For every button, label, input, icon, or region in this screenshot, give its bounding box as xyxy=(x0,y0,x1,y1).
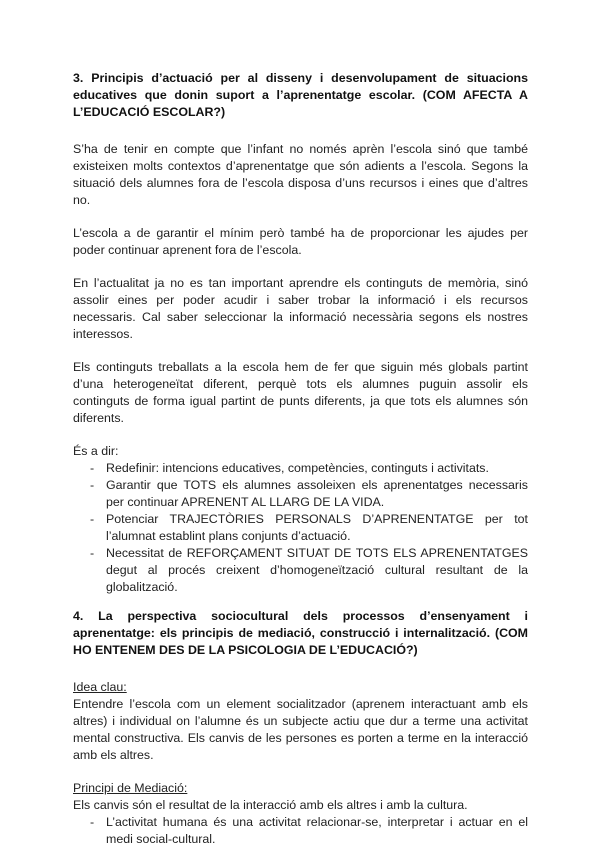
bullet-dash: - xyxy=(90,815,95,829)
list-item-text: Necessitat de REFORÇAMENT SITUAT DE TOTS ELS APRENENTATGES degut al procés creixent d’homogeneïtzació cultural resultant de la globalització. xyxy=(106,546,528,594)
idea-clau-block xyxy=(73,679,528,764)
list-item-text: Redefinir: intencions educatives, competències, continguts i activitats. xyxy=(106,461,489,475)
idea-clau-title: Idea clau: xyxy=(73,680,127,694)
section-3-paragraph-1: S’ha de tenir en compte que l’infant no només aprèn l’escola sinó que també existeixen molts contextos d’aprenentatge que són adients a l’escola. Segons la situació dels alumnes fora de l’escola disposa d’uns recursos i eines que d’altres no. xyxy=(73,142,528,207)
list-item xyxy=(73,477,528,511)
list-item xyxy=(73,545,528,596)
section-3-paragraph-3: En l’actualitat ja no es tan important aprendre els continguts de memòria, sinó assolir eines per poder acudir i saber trobar la informació i els recursos necessaris. Cal saber seleccionar la informació necessària segons els nostres interessos. xyxy=(73,276,528,341)
section-3-paragraph-2: L’escola a de garantir el mínim però també ha de proporcionar les ajudes per poder continuar aprenent fora de l’escola. xyxy=(73,226,528,257)
bullet-dash: - xyxy=(90,512,95,526)
list-item-text: L’activitat humana és una activitat relacionar-se, interpretar i actuar en el medi social-cultural. xyxy=(106,815,528,846)
list-item-text: Garantir que TOTS els alumnes assoleixen els aprenentatges necessaris per continuar APRENENT AL LLARG DE LA VIDA. xyxy=(106,478,528,509)
mediacio-title: Principi de Mediació: xyxy=(73,781,188,795)
section-4-heading: 4. La perspectiva sociocultural dels processos d’ensenyament i aprenentatge: els principis de mediació, construcció i internalització. (COM HO ENTENEM DES DE LA PSICOLOGIA DE L’EDUCACIÓ?) xyxy=(73,609,528,657)
idea-clau-text: Entendre l’escola com un element socialitzador (aprenem interactuant amb els altres) i individual on l’alumne és un subjecte actiu que dur a terme una activitat mental constructiva. Els canvis de les persones es porten a terme en la interacció amb els altres. xyxy=(73,697,528,762)
section-3-list xyxy=(73,460,528,596)
section-3-paragraph-4: Els continguts treballats a la escola hem de fer que siguin més globals partint d’una heterogeneïtat diferent, perquè tots els alumnes puguin assolir els continguts de forma igual partint de punts diferents, ja que tots els alumnes són diferents. xyxy=(73,360,528,425)
list-item xyxy=(73,814,528,848)
document-page xyxy=(73,70,528,860)
mediacio-text: Els canvis són el resultat de la interacció amb els altres i amb la cultura. xyxy=(73,798,468,812)
mediacio-block xyxy=(73,780,528,848)
list-item xyxy=(73,460,528,477)
section-3-heading: 3. Principis d’actuació per al disseny i desenvolupament de situacions educatives que donin suport a l’aprenentatge escolar. (COM AFECTA A L’EDUCACIÓ ESCOLAR?) xyxy=(73,71,528,119)
list-item-text: Potenciar TRAJECTÒRIES PERSONALS D’APRENENTATGE per tot l’alumnat establint plans conjunts d’actuació. xyxy=(106,512,528,543)
bullet-dash: - xyxy=(90,546,95,560)
bullet-dash: - xyxy=(90,478,95,492)
mediacio-list xyxy=(73,814,528,848)
bullet-dash: - xyxy=(90,461,95,475)
list-item xyxy=(73,511,528,545)
list-intro: És a dir: xyxy=(73,444,119,458)
